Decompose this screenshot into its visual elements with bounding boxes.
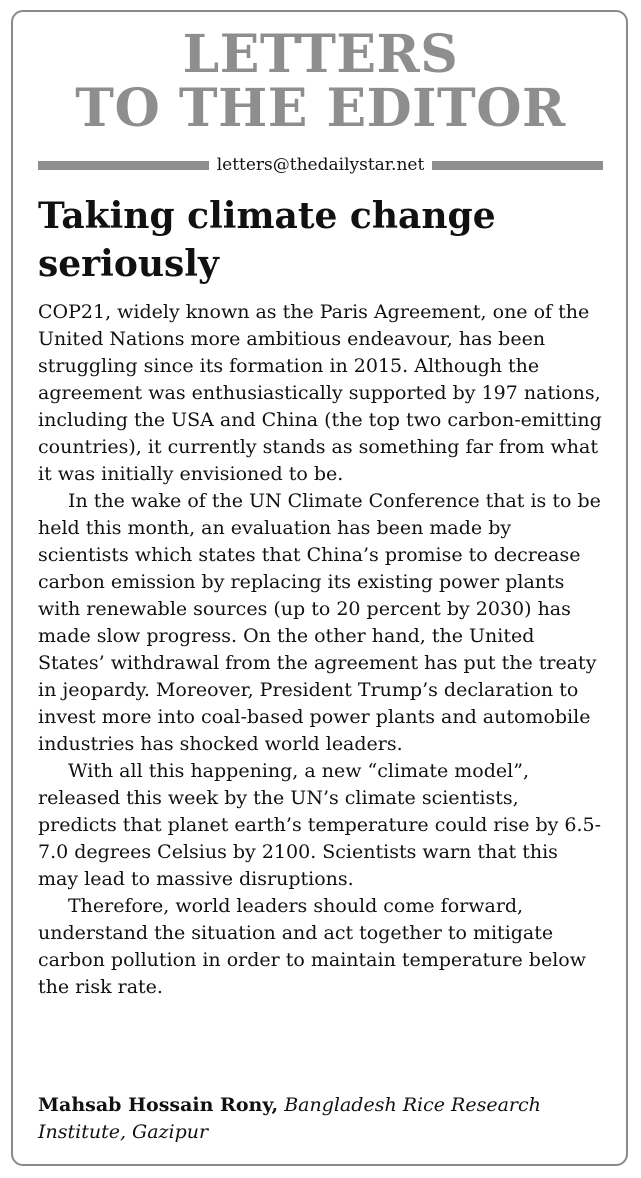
right-rule xyxy=(432,161,603,170)
paragraph-2: In the wake of the UN Climate Conference that is to be held this month, an evaluation has been made by scientists which states that China’s promise to decrease carbon emission by replacing its existing power plants with renewable sources (up to 20 percent by 2030) has made slow progress. On the other hand, the United States’ withdrawal from the agreement has put the treaty in jeopardy. Moreover, President Trump’s declaration to invest more into coal-based power plants and automobile industries has shocked world leaders. xyxy=(38,490,601,755)
editor-email: letters@thedailystar.net xyxy=(216,155,425,175)
masthead-line-1: LETTERS xyxy=(182,24,459,85)
signature xyxy=(38,1092,603,1146)
letter-body xyxy=(38,299,603,1001)
author-name: Mahsab Hossain Rony, xyxy=(38,1094,279,1116)
email-rule-row xyxy=(38,154,603,176)
masthead xyxy=(0,24,641,139)
left-rule xyxy=(38,161,209,170)
letter-headline: Taking climate change seriously xyxy=(38,195,496,285)
masthead-line-2: TO THE EDITOR xyxy=(75,78,566,139)
paragraph-1: COP21, widely known as the Paris Agreement, one of the United Nations more ambitious endeavour, has been struggling since its formation in 2015. Although the agreement was enthusiastically supported by 197 nations, including the USA and China (the top two carbon-emitting countries), it currently stands as something far from what it was initially envisioned to be. xyxy=(38,301,602,485)
paragraph-4: Therefore, world leaders should come forward, understand the situation and act together to mitigate carbon pollution in order to maintain temperature below the risk rate. xyxy=(38,895,586,998)
author-affiliation: Bangladesh Rice Research Institute, Gazipur xyxy=(38,1094,541,1143)
paragraph-3: With all this happening, a new “climate model”, released this week by the UN’s climate scientists, predicts that planet earth’s temperature could rise by 6.5-7.0 degrees Celsius by 2100. Scientists warn that this may lead to massive disruptions. xyxy=(38,760,602,890)
